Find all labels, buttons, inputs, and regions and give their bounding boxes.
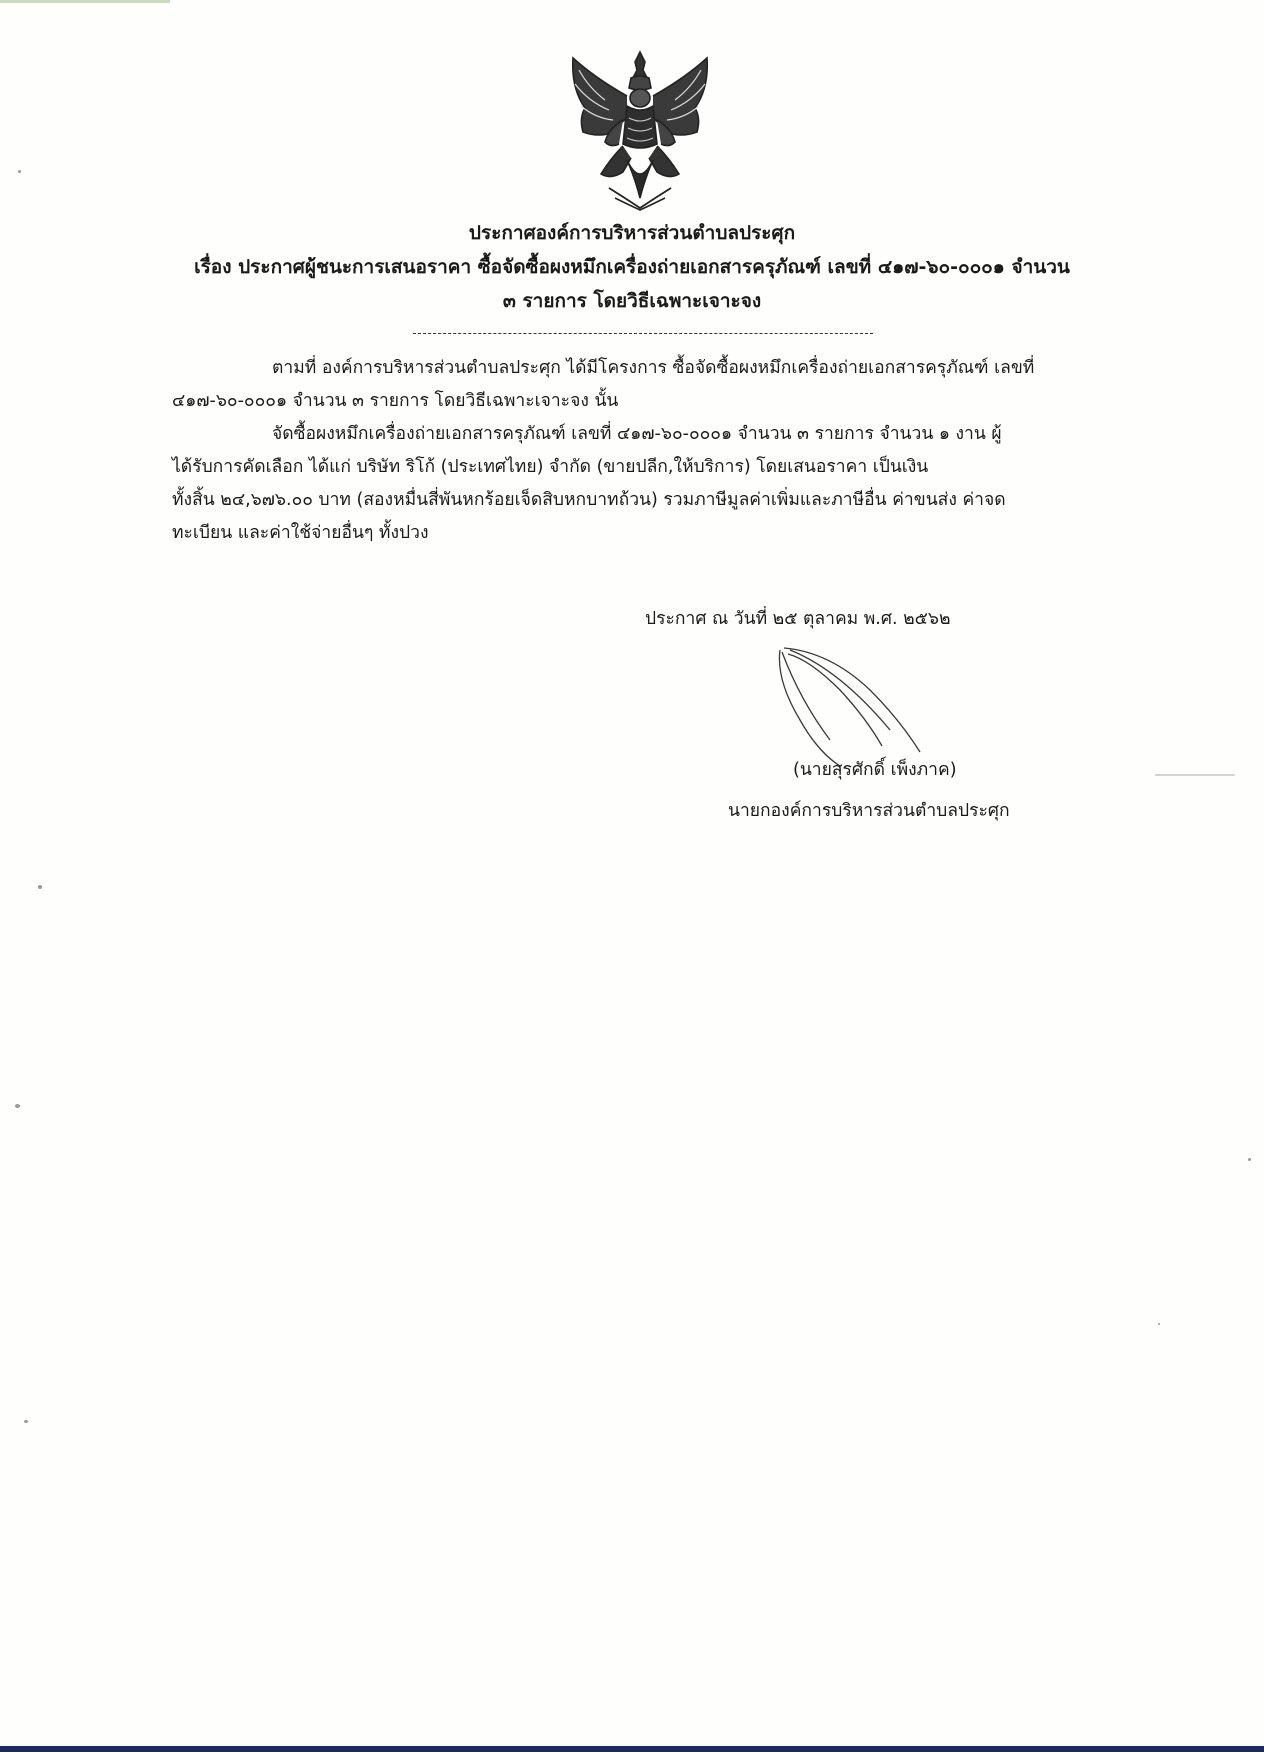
scan-top-edge xyxy=(0,0,170,3)
dashed-divider xyxy=(413,333,873,334)
paragraph-2-line-1: จัดซื้อผงหมึกเครื่องถ่ายเอกสารครุภัณฑ์ เลขที่ ๔๑๗-๖๐-๐๐๐๑ จำนวน ๓ รายการ จำนวน ๑ งาน ผู้ xyxy=(272,424,1002,444)
paragraph-2-line-4: ทะเบียน และค่าใช้จ่ายอื่นๆ ทั้งปวง xyxy=(172,523,429,543)
paragraph-2-line-2: ได้รับการคัดเลือก ได้แก่ บริษัท ริโก้ (ประเทศไทย) จำกัด (ขายปลีก,ให้บริการ) โดยเสนอราคา เป็นเงิน xyxy=(172,457,929,477)
scan-speck xyxy=(18,170,21,173)
scan-speck xyxy=(15,1104,20,1108)
paragraph-2-line-3: ทั้งสิ้น ๒๔,๖๗๖.๐๐ บาท (สองหมื่นสี่พันหกร้อยเจ็ดสิบหกบาทถ้วน) รวมภาษีมูลค่าเพิ่มและภาษีอื่น ค่าขนส่ง ค่าจด xyxy=(172,490,1006,510)
paragraph-1-line-2: ๔๑๗-๖๐-๐๐๐๑ จำนวน ๓ รายการ โดยวิธีเฉพาะเจาะจง นั้น xyxy=(172,391,619,411)
paragraph-1-line-1: ตามที่ องค์การบริหารส่วนตำบลประศุก ได้มีโครงการ ซื้อจัดซื้อผงหมึกเครื่องถ่ายเอกสารครุภัณฑ์ เลขที่ xyxy=(272,358,1035,378)
body-text xyxy=(172,352,1107,550)
subject-line-1: เรื่อง ประกาศผู้ชนะการเสนอราคา ซื้อจัดซื้อผงหมึกเครื่องถ่ายเอกสารครุภัณฑ์ เลขที่ ๔๑๗-๖๐-๐๐๐๑ จำนวน xyxy=(194,256,1070,278)
signer-position: นายกองค์การบริหารส่วนตำบลประศุก xyxy=(728,801,1010,821)
scan-speck xyxy=(1248,1158,1251,1161)
announcement-date: ประกาศ ณ วันที่ ๒๕ ตุลาคม พ.ศ. ๒๕๖๒ xyxy=(645,609,951,629)
handwritten-signature-icon xyxy=(770,640,940,770)
org-heading: ประกาศองค์การบริหารส่วนตำบลประศุก xyxy=(468,222,796,244)
scan-speck xyxy=(1158,1323,1160,1325)
title-block xyxy=(150,216,1114,318)
scan-bottom-edge xyxy=(0,1746,1264,1752)
scan-speck xyxy=(38,885,42,889)
signer-name: (นายสุรศักดิ์ เพ็งภาค) xyxy=(793,760,957,780)
scan-speck xyxy=(1155,774,1235,776)
subject-line-2: ๓ รายการ โดยวิธีเฉพาะเจาะจง xyxy=(502,290,762,312)
scan-speck xyxy=(24,1420,28,1423)
garuda-emblem-icon xyxy=(565,48,715,213)
